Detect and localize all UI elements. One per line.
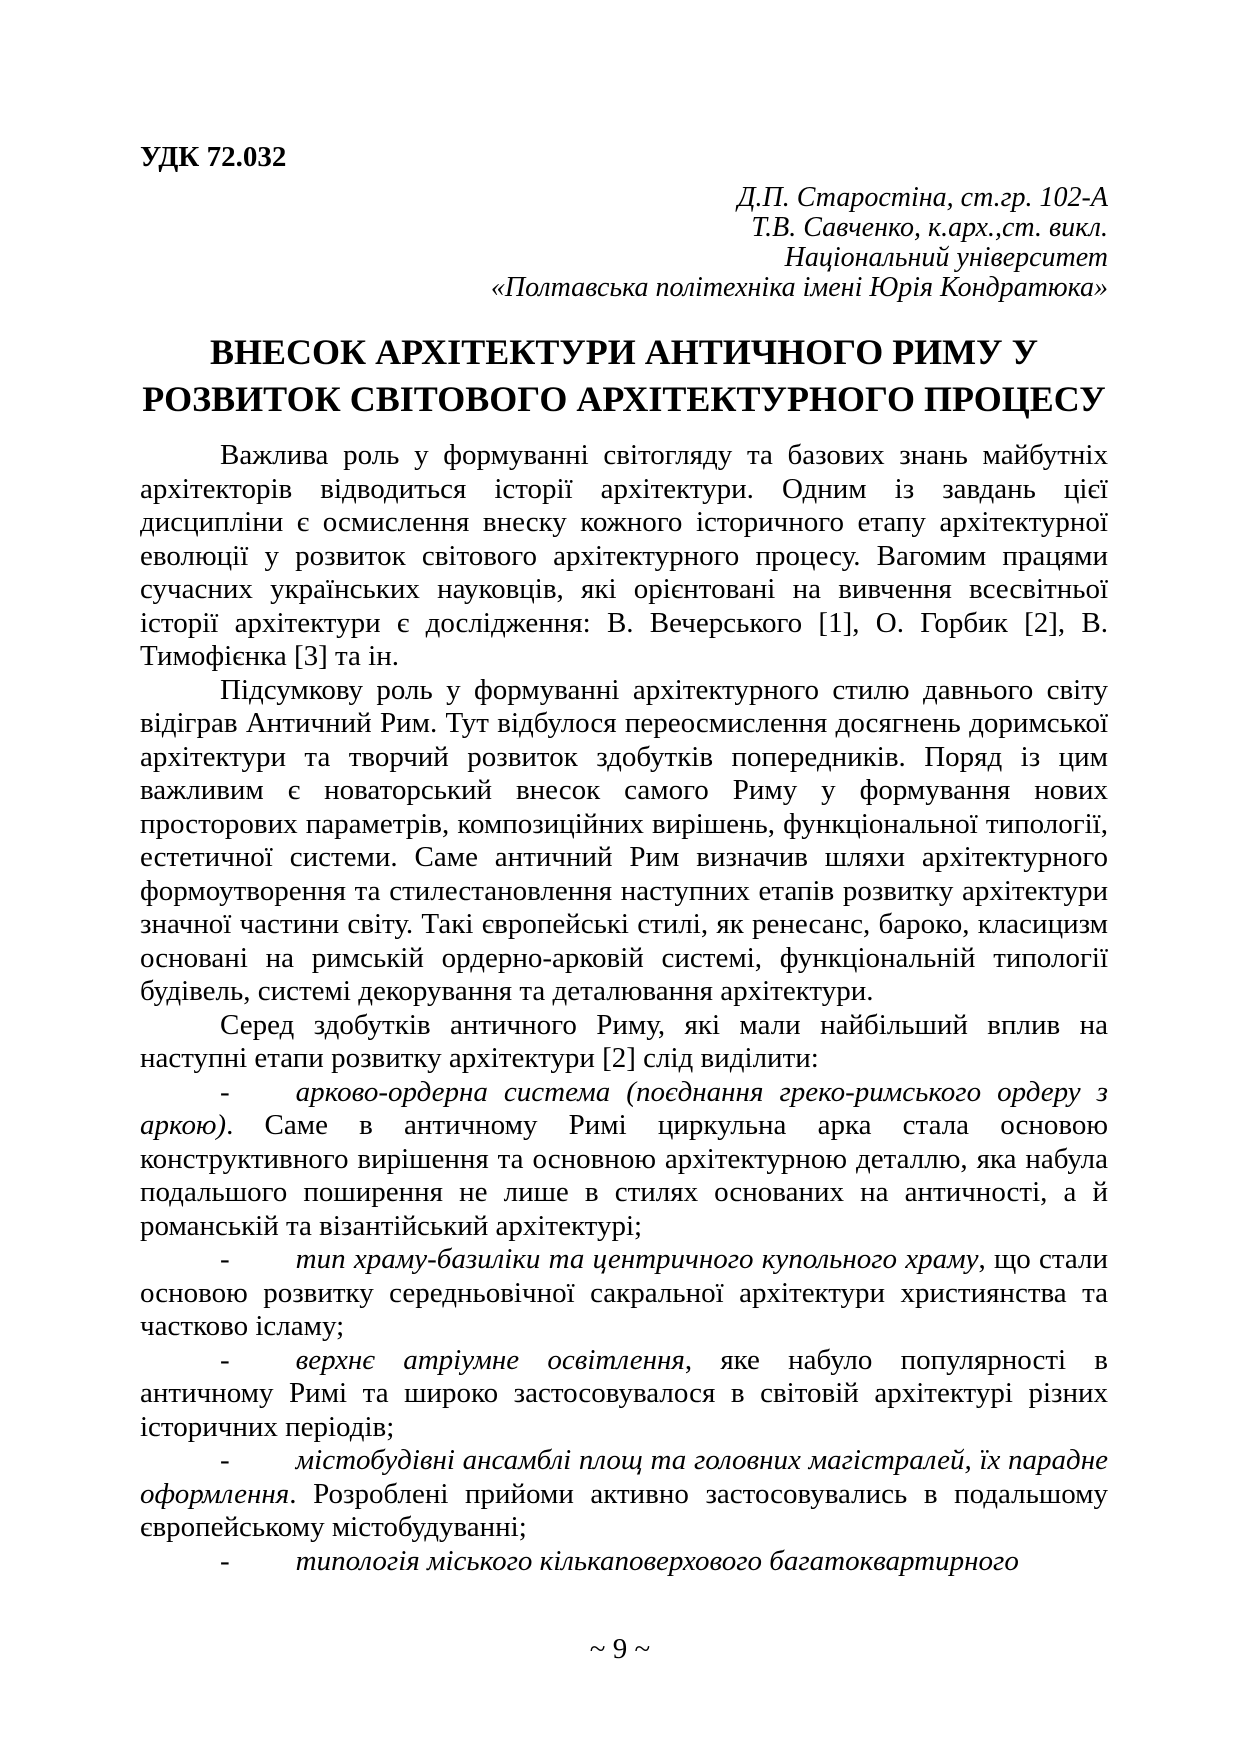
- list-item-term: арково-ордерна система (поєднання греко-римського ордеру з аркою): [140, 1075, 1108, 1141]
- affiliation-line-2: «Полтавська політехніка імені Юрія Кондратюка»: [490, 272, 1108, 303]
- list-item-marker: -: [220, 1444, 230, 1476]
- list-item-text: . Саме в античному Римі циркульна арка стала основою конструктивного вирішення та основною архітектурною деталлю, яка набула подальшого поширення не лише в стилях основаних на античності, а й романській та візантійський архітектурі;: [140, 1109, 1108, 1242]
- list-item-5: [140, 1545, 1108, 1579]
- udc-code: УДК 72.032: [140, 141, 287, 173]
- author-block: [140, 183, 1108, 303]
- list-item-marker: -: [220, 1343, 230, 1376]
- list-item-1: [140, 1076, 1108, 1244]
- page-number: ~ 9 ~: [589, 1633, 651, 1665]
- paragraph-2: Підсумкову роль у формуванні архітектурного стилю давнього світу відіграв Античний Рим. Тут відбулося переосмислення досягнень доримської архітектури та творчий розвиток здобутків попередників. Поряд із цим важливим є новаторський внесок самого Риму у формування нових просторових параметрів, композиційних вирішень, функціональної типології, естетичної системи. Саме античний Рим визначив шляхи архітектурного формоутворення та стилестановлення наступних етапів розвитку архітектури значної частини світу. Такі європейські стилі, як ренесанс, бароко, класицизм основані на римській ордерно-арковій системі, функціональній типології будівель, системі декорування та деталювання архітектури.: [140, 673, 1108, 1007]
- author-line-2: Т.В. Савченко, к.арх.,ст. викл.: [751, 212, 1108, 243]
- list-item-text: , яке набуло популярності в античному Римі та широко застосовувалося в світовій архітектурі різних історичних періодів;: [140, 1343, 1108, 1443]
- list-item-marker: -: [220, 1544, 230, 1577]
- list-item-4: [140, 1444, 1108, 1545]
- list-item-term: верхнє атріумне освітлення: [295, 1343, 685, 1376]
- list-item-marker: -: [220, 1075, 230, 1108]
- paragraph-1: Важлива роль у формуванні світогляду та базових знань майбутніх архітекторів відводиться історії архітектури. Одним із завдань цієї дисципліни є осмислення внеску кожного історичного етапу архітектурної еволюції у розвиток світового архітектурного процесу. Вагомим працями сучасних українських науковців, які орієнтовані на вивчення всесвітньої історії архітектури є дослідження: В. Вечерського [1], О. Горбик [2], В. Тимофієнка [3] та ін.: [140, 439, 1108, 672]
- affiliation-line-1: Національний університет: [784, 242, 1108, 273]
- list-item-text: . Розроблені прийоми активно застосовувались в подальшому європейському містобудуванні;: [140, 1477, 1108, 1543]
- list-item-term: містобудівні ансамблі площ та головних магістралей, їх парадне оформлення: [140, 1444, 1108, 1510]
- list-item-3: [140, 1344, 1108, 1445]
- list-item-term: тип храму-базиліки та центричного купольного храму: [295, 1243, 979, 1275]
- article-title-line-1: ВНЕСОК АРХІТЕКТУРИ АНТИЧНОГО РИМУ У: [209, 332, 1039, 372]
- list-item-2: [140, 1243, 1108, 1344]
- list-item-term: типологія міського кількаповерхового багатоквартирного: [295, 1544, 1019, 1577]
- article-title: [140, 329, 1108, 423]
- paragraph-3: Серед здобутків античного Риму, які мали найбільший вплив на наступні етапи розвитку архітектури [2] слід виділити:: [140, 1008, 1108, 1074]
- author-line-1: Д.П. Старостіна, ст.гр. 102-А: [737, 182, 1108, 213]
- list-item-marker: -: [220, 1243, 230, 1275]
- list-item-text: , що стали основою розвитку середньовічної сакральної архітектури християнства та частково ісламу;: [140, 1243, 1108, 1342]
- article-body: [140, 439, 1108, 1578]
- article-title-line-2: РОЗВИТОК СВІТОВОГО АРХІТЕКТУРНОГО ПРОЦЕСУ: [142, 379, 1106, 419]
